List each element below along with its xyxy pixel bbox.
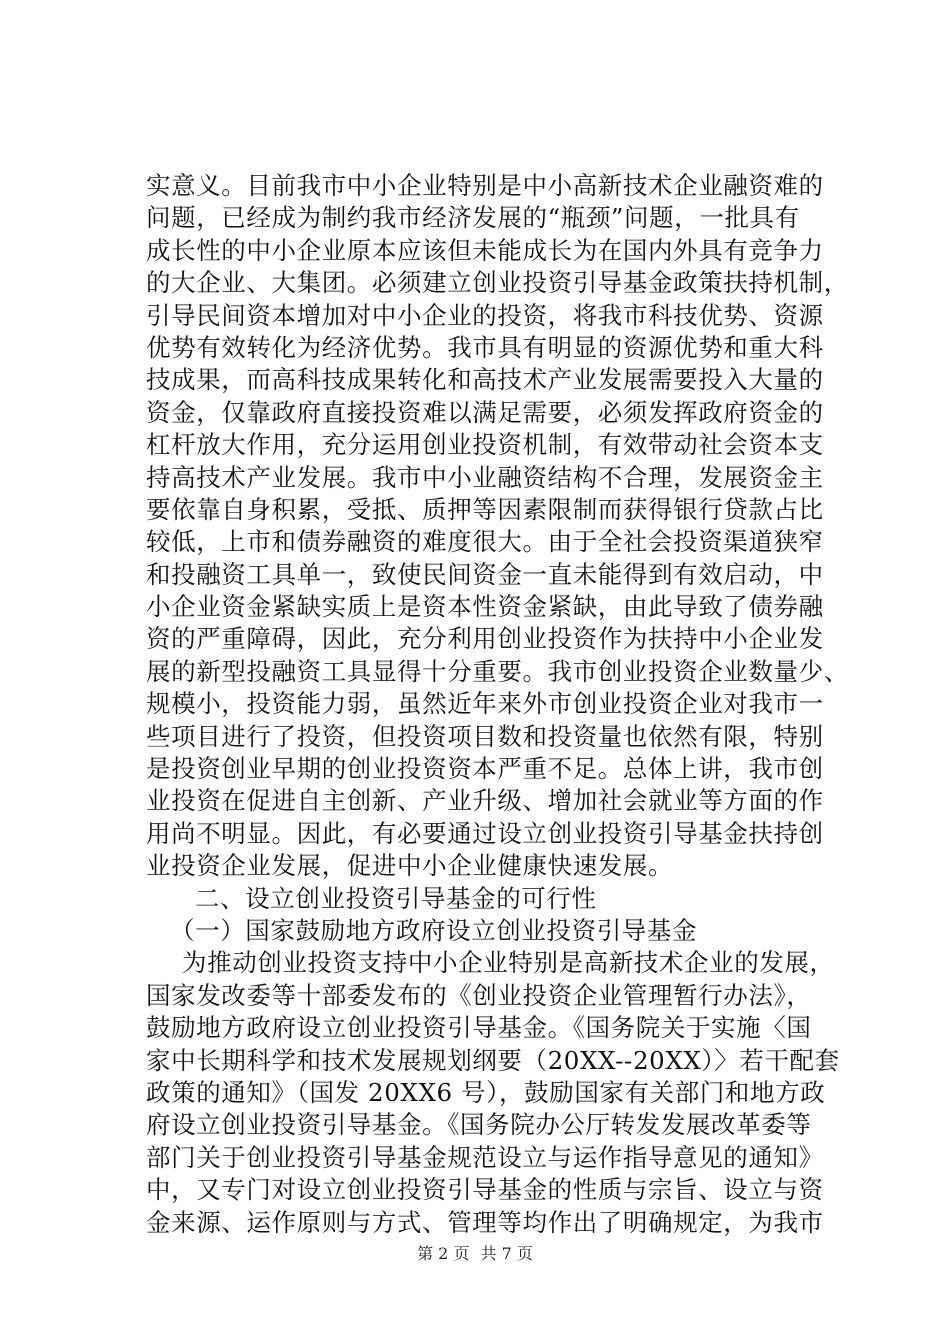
text-line: 展的新型投融资工具显得十分重要。我市创业投资企业数量少、 bbox=[146, 656, 849, 686]
text-line: 杠杆放大作用，充分运用创业投资机制，有效带动社会资本支 bbox=[146, 430, 824, 460]
text-line: 资金，仅靠政府直接投资难以满足需要，必须发挥政府资金的 bbox=[146, 397, 824, 427]
text-line: 金来源、运作原则与方式、管理等均作出了明确规定，为我市 bbox=[146, 1207, 824, 1237]
text-line: 要依靠自身积累，受抵、质押等因素限制而获得银行贷款占比 bbox=[146, 494, 824, 524]
text-line: 资的严重障碍，因此，充分利用创业投资作为扶持中小企业发 bbox=[146, 624, 824, 654]
text-line: 引导民间资本增加对中小企业的投资，将我市科技优势、资源 bbox=[146, 300, 824, 330]
document-body bbox=[146, 170, 849, 1239]
text-line: 成长性的中小企业原本应该但未能成长为在国内外具有竞争力 bbox=[146, 235, 824, 265]
text-line: 的大企业、大集团。必须建立创业投资引导基金政策扶持机制， bbox=[146, 268, 849, 298]
text-line: 规模小，投资能力弱，虽然近年来外市创业投资企业对我市一 bbox=[146, 689, 824, 719]
page-total: 共 7 页 bbox=[480, 1244, 533, 1263]
subsection-heading: （一）国家鼓励地方政府设立创业投资引导基金 bbox=[170, 915, 698, 945]
text-line: 鼓励地方政府设立创业投资引导基金。《国务院关于实施〈国 bbox=[146, 1013, 812, 1043]
text-line: 小企业资金紧缺实质上是资本性资金紧缺，由此导致了债券融 bbox=[146, 592, 824, 622]
text-line: 部门关于创业投资引导基金规范设立与运作指导意见的通知》 bbox=[146, 1142, 824, 1172]
text-line: 问题，已经成为制约我市经济发展的“瓶颈”问题，一批具有 bbox=[146, 203, 800, 233]
text-line: 些项目进行了投资，但投资项目数和投资量也依然有限，特别 bbox=[146, 721, 824, 751]
text-line: 业投资在促进自主创新、产业升级、增加社会就业等方面的作 bbox=[146, 786, 824, 816]
text-line: 是投资创业早期的创业投资资本严重不足。总体上讲，我市创 bbox=[146, 754, 824, 784]
section-heading: 二、设立创业投资引导基金的可行性 bbox=[195, 883, 597, 913]
text-line: 中，又专门对设立创业投资引导基金的性质与宗旨、设立与资 bbox=[146, 1175, 824, 1205]
text-line: 家中长期科学和技术发展规划纲要（20XX--20XX）〉若干配套 bbox=[146, 1045, 840, 1075]
paragraph-1 bbox=[146, 170, 849, 883]
paragraph-2 bbox=[146, 980, 840, 1239]
text-line: 府设立创业投资引导基金。《国务院办公厅转发发展改革委等 bbox=[146, 1110, 812, 1140]
text-line: 和投融资工具单一，致使民间资金一直未能得到有效启动，中 bbox=[146, 559, 824, 589]
page-number: 第 2 页 bbox=[417, 1244, 470, 1263]
text-line: 用尚不明显。因此，有必要通过设立创业投资引导基金扶持创 bbox=[146, 818, 824, 848]
text-line: 优势有效转化为经济优势。我市具有明显的资源优势和重大科 bbox=[146, 332, 824, 362]
text-line: 政策的通知》（国发 20XX6 号），鼓励国家有关部门和地方政 bbox=[146, 1077, 826, 1107]
text-line: 较低，上市和债券融资的难度很大。由于全社会投资渠道狭窄 bbox=[146, 527, 824, 557]
paragraph-2-first-line: 为推动创业投资支持中小企业特别是高新技术企业的发展， bbox=[182, 948, 835, 978]
text-line: 持高技术产业发展。我市中小业融资结构不合理，发展资金主 bbox=[146, 462, 824, 492]
page-footer bbox=[0, 1244, 950, 1264]
text-line: 业投资企业发展，促进中小企业健康快速发展。 bbox=[146, 851, 674, 881]
text-line: 技成果，而高科技成果转化和高技术产业发展需要投入大量的 bbox=[146, 365, 824, 395]
text-line: 国家发改委等十部委发布的《创业投资企业管理暂行办法》， bbox=[146, 980, 812, 1010]
text-line: 实意义。目前我市中小企业特别是中小高新技术企业融资难的 bbox=[146, 171, 824, 200]
